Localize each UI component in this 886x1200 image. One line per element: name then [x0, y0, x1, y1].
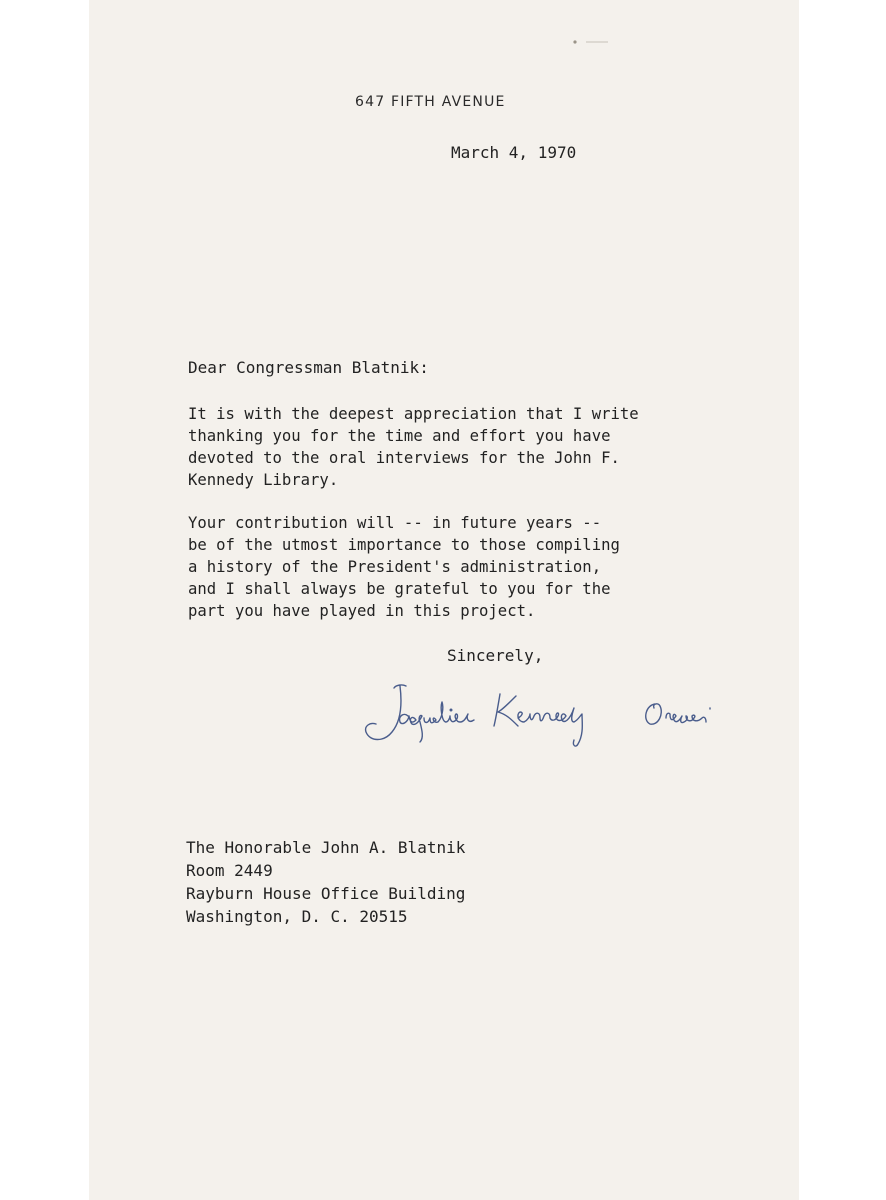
letter-date: March 4, 1970	[451, 143, 577, 162]
recipient-line-1: The Honorable John A. Blatnik	[186, 838, 466, 857]
recipient-line-2: Room 2449	[186, 861, 273, 880]
letter-sheet	[89, 0, 799, 1200]
handwritten-signature	[362, 668, 762, 758]
salutation: Dear Congressman Blatnik:	[188, 358, 429, 377]
body-paragraph-1: It is with the deepest appreciation that I write thanking you for the time and effort you have devoted to the oral interviews for the John F. Kennedy Library.	[188, 405, 639, 489]
recipient-line-3: Rayburn House Office Building	[186, 884, 466, 903]
recipient-address	[186, 836, 465, 928]
letterhead-address: 647 FIFTH AVENUE	[355, 94, 506, 110]
closing: Sincerely,	[447, 646, 544, 665]
recipient-line-4: Washington, D. C. 20515	[186, 907, 408, 926]
body-paragraph-2: Your contribution will -- in future years -- be of the utmost importance to those compiling a history of the President's administration, and I shall always be grateful to you for the part you have played in this project.	[188, 514, 620, 620]
paper-speck	[572, 39, 612, 45]
